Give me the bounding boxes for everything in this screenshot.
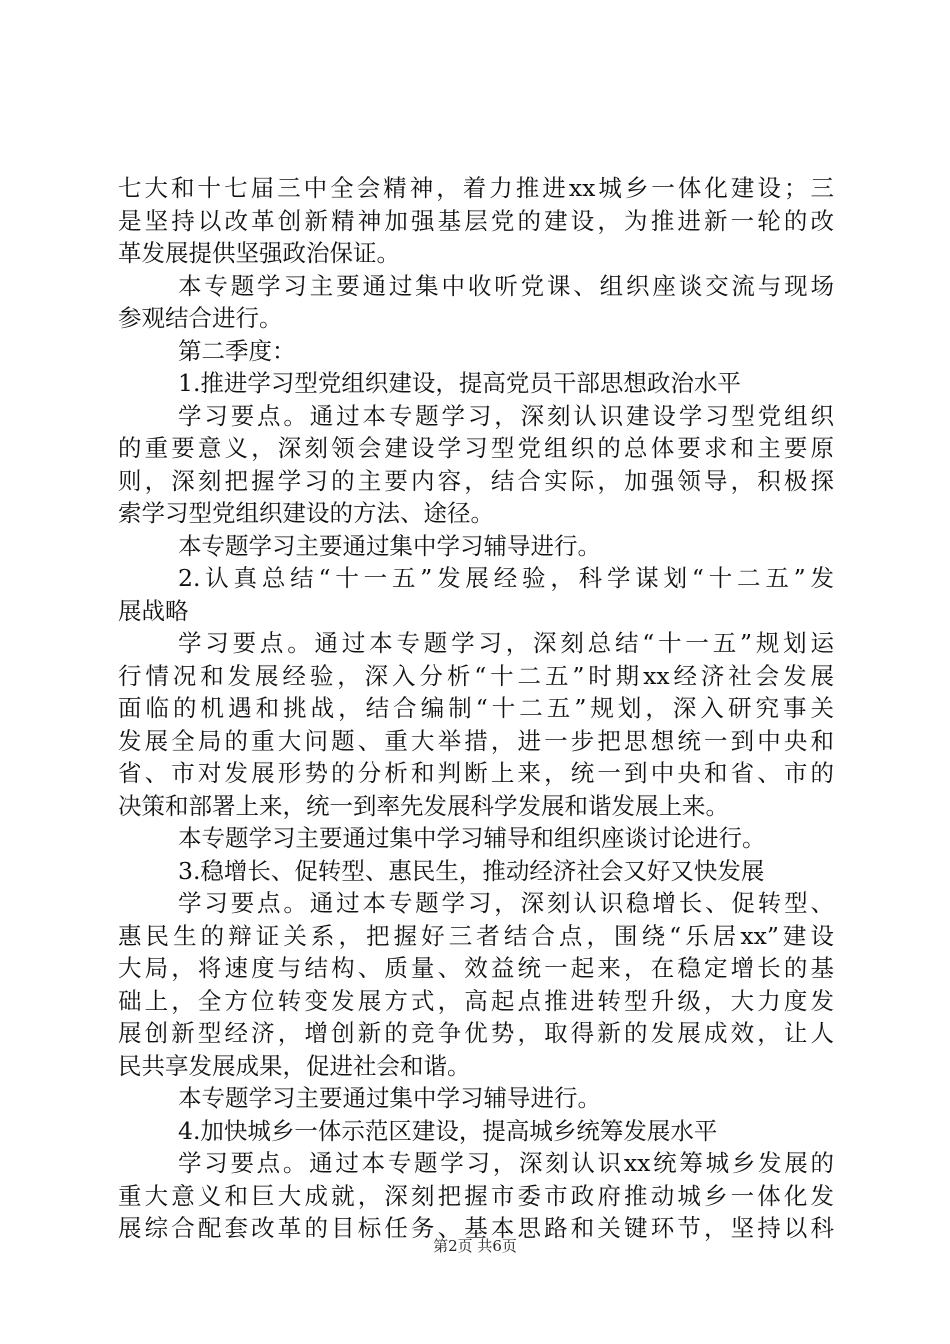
text-line: 则，深刻把握学习的主要内容，结合实际，加强领导，积极探 xyxy=(118,466,834,495)
text-line: 革发展提供坚强政治保证。 xyxy=(118,239,400,267)
topic-heading: 3.稳增长、促转型、惠民生，推动经济社会又好又快发展 xyxy=(178,856,765,885)
text-line: 决策和部署上来，统一到率先发展科学发展和谐发展上来。 xyxy=(118,791,729,820)
text-line: 本专题学习主要通过集中收听党课、组织座谈交流与现场 xyxy=(178,271,834,300)
text-line: 重大意义和巨大成就，深刻把握市委市政府推动城乡一体化发 xyxy=(118,1181,834,1210)
text-line: 发展全局的重大问题、重大举措，进一步把思想统一到中央和 xyxy=(118,726,834,755)
topic-heading: 4.加快城乡一体示范区建设，提高城乡统筹发展水平 xyxy=(178,1116,718,1145)
text-line: 本专题学习主要通过集中学习辅导和组织座谈讨论进行。 xyxy=(178,824,766,852)
text-line: 大局，将速度与结构、质量、效益统一起来，在稳定增长的基 xyxy=(118,954,834,982)
text-line: 学习要点。通过本专题学习，深刻认识xx统筹城乡发展的 xyxy=(178,1149,834,1177)
text-line: 学习要点。通过本专题学习，深刻总结“十一五”规划运 xyxy=(178,629,834,657)
text-line: 民共享发展成果，促进社会和谐。 xyxy=(118,1051,471,1080)
text-line: 础上，全方位转变发展方式，高起点推进转型升级，大力度发 xyxy=(118,986,834,1015)
topic-heading: 1.推进学习型党组织建设，提高党员干部思想政治水平 xyxy=(178,369,741,397)
text-line: 的重要意义，深刻领会建设学习型党组织的总体要求和主要原 xyxy=(118,434,834,462)
text-line: 本专题学习主要通过集中学习辅导进行。 xyxy=(178,531,601,560)
body-text xyxy=(118,172,834,1245)
text-line: 本专题学习主要通过集中学习辅导进行。 xyxy=(178,1084,601,1112)
text-line: 展综合配套改革的目标任务、基本思路和关键环节，坚持以科 xyxy=(118,1214,834,1242)
text-line: 参观结合进行。 xyxy=(118,304,283,332)
text-line: 索学习型党组织建设的方法、途径。 xyxy=(118,499,494,527)
section-heading: 第二季度： xyxy=(178,336,296,365)
text-line: 是坚持以改革创新精神加强基层党的建设，为推进新一轮的改 xyxy=(118,206,834,235)
text-line: 省、市对发展形势的分析和判断上来，统一到中央和省、市的 xyxy=(118,759,834,787)
text-line: 惠民生的辩证关系，把握好三者结合点，围绕“乐居xx”建设 xyxy=(118,921,834,950)
text-line: 面临的机遇和挑战，结合编制“十二五”规划，深入研究事关 xyxy=(118,694,834,722)
text-line: 学习要点。通过本专题学习，深刻认识建设学习型党组织 xyxy=(178,401,834,430)
text-line: 学习要点。通过本专题学习，深刻认识稳增长、促转型、 xyxy=(178,889,834,917)
topic-heading: 展战略 xyxy=(118,596,189,625)
text-line: 行情况和发展经验，深入分析“十二五”时期xx经济社会发展 xyxy=(118,661,834,690)
text-line: 展创新型经济，增创新的竞争优势，取得新的发展成效，让人 xyxy=(118,1019,834,1047)
topic-heading: 2.认真总结“十一五”发展经验，科学谋划“十二五”发 xyxy=(178,564,834,592)
text-line: 七大和十七届三中全会精神，着力推进xx城乡一体化建设；三 xyxy=(118,174,834,202)
page-footer: 第2页 共6页 xyxy=(433,1237,517,1255)
